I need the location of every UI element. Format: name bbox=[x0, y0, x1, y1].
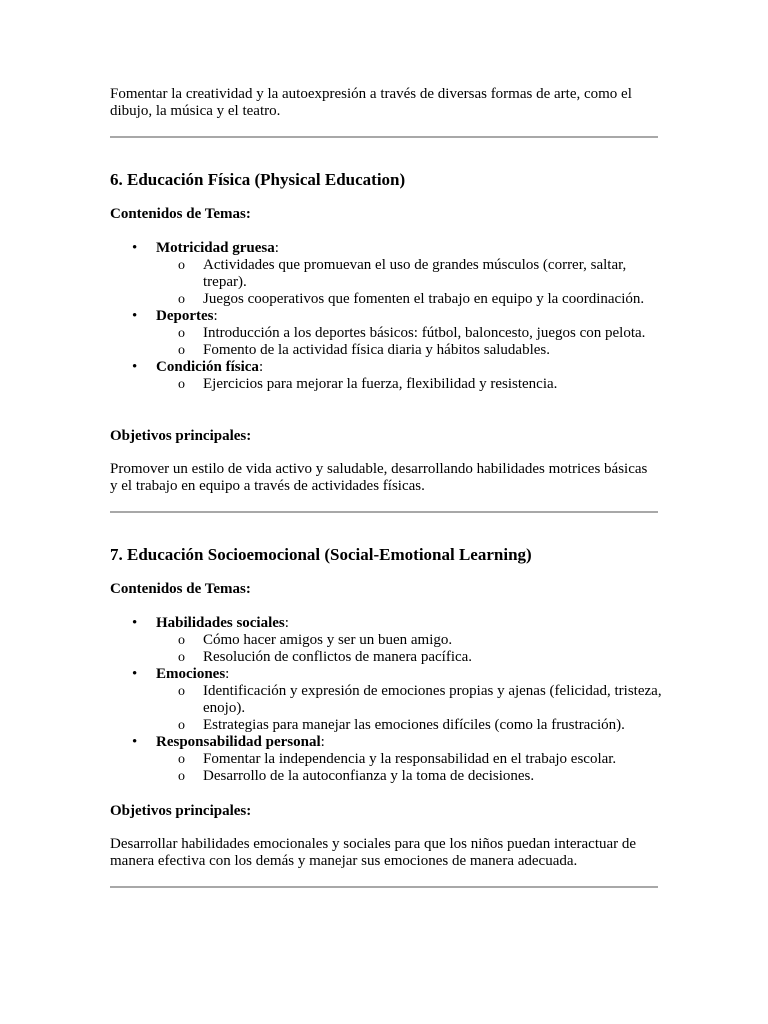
subtopics-list bbox=[156, 751, 670, 785]
subtopics-list bbox=[156, 683, 670, 734]
list-item: o Ejercicios para mejorar la fuerza, flexibilidad y resistencia. bbox=[156, 376, 670, 393]
list-item: o Juegos cooperativos que fomenten el trabajo en equipo y la coordinación. bbox=[156, 291, 670, 308]
list-item: • Responsabilidad personal: o Fomentar la independencia y la responsabilidad en el trabajo escolar. o Desarrollo de la autoconfianza y la toma de decisiones. bbox=[110, 734, 670, 785]
contents-label: Contenidos de Temas: bbox=[110, 581, 251, 597]
list-item: o Desarrollo de la autoconfianza y la toma de decisiones. bbox=[156, 768, 670, 785]
list-item: o Introducción a los deportes básicos: fútbol, baloncesto, juegos con pelota. bbox=[156, 325, 670, 342]
list-item: • Emociones: o Identificación y expresión de emociones propias y ajenas (felicidad, tristeza, enojo). o Estrategias para manejar las emociones difíciles (como la frustración). bbox=[110, 666, 670, 734]
list-item: o Actividades que promuevan el uso de grandes músculos (correr, saltar, trepar). bbox=[156, 257, 670, 291]
list-item: • Deportes: o Introducción a los deportes básicos: fútbol, baloncesto, juegos con pelota. o Fomento de la actividad física diaria y hábitos saludables. bbox=[110, 308, 670, 359]
list-item: o Fomento de la actividad física diaria y hábitos saludables. bbox=[156, 342, 670, 359]
section-heading-physical-education: 6. Educación Física (Physical Education) bbox=[110, 170, 406, 189]
objectives-paragraph: Promover un estilo de vida activo y saludable, desarrollando habilidades motrices básicas y el trabajo en equipo a través de actividades físicas. bbox=[110, 461, 648, 494]
topic-name: Emociones bbox=[156, 666, 226, 682]
objectives-paragraph: Desarrollar habilidades emocionales y sociales para que los niños puedan interactuar de manera efectiva con los demás y manejar sus emociones de manera adecuada. bbox=[110, 836, 637, 869]
list-item: o Identificación y expresión de emociones propias y ajenas (felicidad, tristeza, enojo). bbox=[156, 683, 670, 717]
list-item: o Cómo hacer amigos y ser un buen amigo. bbox=[156, 632, 670, 649]
list-item: o Resolución de conflictos de manera pacífica. bbox=[156, 649, 670, 666]
topic-name: Habilidades sociales bbox=[156, 615, 285, 631]
section-divider bbox=[110, 136, 658, 138]
section-divider bbox=[110, 511, 658, 513]
contents-label: Contenidos de Temas: bbox=[110, 206, 251, 222]
list-item: • Motricidad gruesa: o Actividades que promuevan el uso de grandes músculos (correr, saltar, trepar). o Juegos cooperativos que fomenten el trabajo en equipo y la coordinación. bbox=[110, 240, 670, 308]
section-divider bbox=[110, 886, 658, 888]
subtopics-list bbox=[156, 376, 670, 393]
subtopics-list bbox=[156, 257, 670, 308]
list-item: • Habilidades sociales: o Cómo hacer amigos y ser un buen amigo. o Resolución de conflictos de manera pacífica. bbox=[110, 615, 670, 666]
section-heading-socioemotional: 7. Educación Socioemocional (Social-Emotional Learning) bbox=[110, 545, 532, 564]
list-item: o Fomentar la independencia y la responsabilidad en el trabajo escolar. bbox=[156, 751, 670, 768]
subtopics-list bbox=[156, 325, 670, 359]
subtopics-list bbox=[156, 632, 670, 666]
list-item: • Condición física: o Ejercicios para mejorar la fuerza, flexibilidad y resistencia. bbox=[110, 359, 670, 393]
topics-list-physical-education bbox=[110, 240, 670, 393]
objectives-label: Objetivos principales: bbox=[110, 803, 252, 819]
topic-name: Responsabilidad personal bbox=[156, 734, 321, 750]
list-item: o Estrategias para manejar las emociones difíciles (como la frustración). bbox=[156, 717, 670, 734]
topics-list-socioemotional bbox=[110, 615, 670, 785]
topic-name: Motricidad gruesa bbox=[156, 240, 275, 256]
intro-paragraph: Fomentar la creatividad y la autoexpresión a través de diversas formas de arte, como el dibujo, la música y el teatro. bbox=[110, 86, 632, 119]
topic-name: Deportes bbox=[156, 308, 214, 324]
objectives-label: Objetivos principales: bbox=[110, 428, 252, 444]
topic-name: Condición física bbox=[156, 359, 259, 375]
